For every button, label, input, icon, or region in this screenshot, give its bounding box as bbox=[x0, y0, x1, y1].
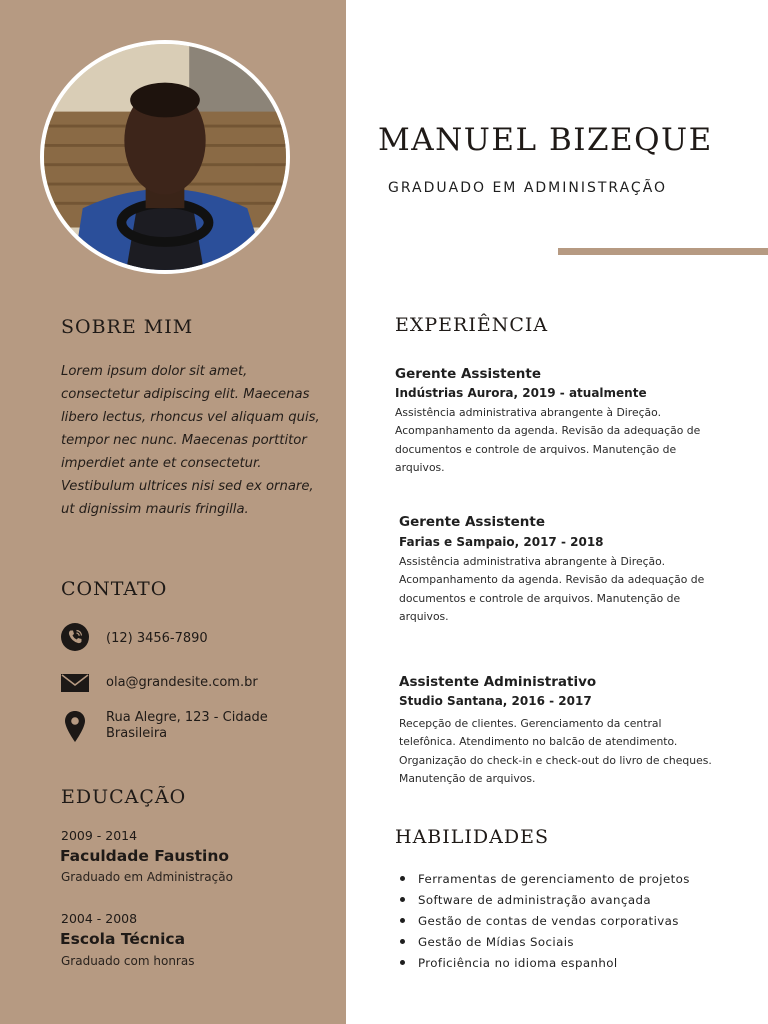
education-years: 2004 - 2008 bbox=[61, 911, 138, 926]
contact-email bbox=[60, 668, 258, 698]
contact-title: CONTATO bbox=[61, 578, 168, 600]
skill-label: Ferramentas de gerenciamento de projetos bbox=[418, 871, 690, 886]
about-title: SOBRE MIM bbox=[61, 316, 194, 338]
bullet-icon bbox=[400, 939, 405, 944]
contact-address bbox=[60, 710, 268, 744]
skill-item bbox=[400, 931, 690, 952]
job-company: Indústrias Aurora, 2019 - atualmente bbox=[395, 386, 647, 400]
bullet-icon bbox=[400, 960, 405, 965]
job-title: Gerente Assistente bbox=[395, 366, 541, 382]
address-line-2: Brasileira bbox=[106, 726, 168, 741]
skills-title: HABILIDADES bbox=[395, 826, 549, 848]
address-line-1: Rua Alegre, 123 - Cidade bbox=[106, 710, 268, 725]
job-description: Assistência administrativa abrangente à Direção. Acompanhamento da agenda. Revisão da adequação de documentos e controle de arquivos. Manutenção de arquivos. bbox=[399, 555, 705, 624]
contact-phone bbox=[60, 622, 208, 652]
accent-divider bbox=[558, 248, 768, 255]
job-title: Assistente Administrativo bbox=[399, 674, 597, 690]
education-degree: Graduado com honras bbox=[61, 954, 195, 968]
profile-photo bbox=[40, 40, 290, 274]
experience-title: EXPERIÊNCIA bbox=[395, 314, 549, 336]
education-school: Escola Técnica bbox=[60, 930, 186, 948]
bullet-icon bbox=[400, 918, 405, 923]
skill-label: Gestão de Mídias Sociais bbox=[418, 934, 574, 949]
person-name: MANUEL BIZEQUE bbox=[378, 122, 713, 158]
education-degree: Graduado em Administração bbox=[61, 870, 233, 884]
phone-number[interactable]: (12) 3456-7890 bbox=[106, 631, 208, 646]
phone-icon bbox=[60, 622, 90, 652]
location-pin-icon bbox=[60, 710, 90, 744]
job-title: Gerente Assistente bbox=[399, 514, 545, 530]
skill-item bbox=[400, 952, 690, 973]
mail-icon bbox=[60, 668, 90, 698]
education-title: EDUCAÇÃO bbox=[61, 786, 187, 808]
skills-list bbox=[400, 868, 690, 973]
education-school: Faculdade Faustino bbox=[60, 847, 230, 865]
skill-label: Gestão de contas de vendas corporativas bbox=[418, 913, 679, 928]
sidebar bbox=[0, 0, 346, 1024]
job-description: Recepção de clientes. Gerenciamento da central telefônica. Atendimento no balcão de atendimento. Organização do check-in e check-out do livro de cheques. Manutenção de arquivos. bbox=[399, 717, 712, 786]
skill-label: Proficiência no idioma espanhol bbox=[418, 955, 618, 970]
skill-item bbox=[400, 889, 690, 910]
job-description: Assistência administrativa abrangente à Direção. Acompanhamento da agenda. Revisão da adequação de documentos e controle de arquivos. Manutenção de arquivos. bbox=[395, 406, 701, 475]
about-text: Lorem ipsum dolor sit amet, consectetur adipiscing elit. Maecenas libero lectus, rhoncus vel aliquam quis, tempor nec nunc. Maecenas porttitor imperdiet ante et consectetur. Vestibulum ultrices nisi sed ex ornare, ut dignissim mauris fringilla. bbox=[61, 364, 320, 517]
education-years: 2009 - 2014 bbox=[61, 828, 138, 843]
bullet-icon bbox=[400, 876, 405, 881]
bullet-icon bbox=[400, 897, 405, 902]
email-address[interactable]: ola@grandesite.com.br bbox=[106, 675, 258, 690]
person-subtitle: GRADUADO EM ADMINISTRAÇÃO bbox=[388, 180, 668, 196]
skill-item bbox=[400, 910, 690, 931]
skill-label: Software de administração avançada bbox=[418, 892, 651, 907]
job-company: Farias e Sampaio, 2017 - 2018 bbox=[399, 535, 604, 549]
job-company: Studio Santana, 2016 - 2017 bbox=[399, 694, 592, 708]
skill-item bbox=[400, 868, 690, 889]
address bbox=[106, 710, 306, 742]
